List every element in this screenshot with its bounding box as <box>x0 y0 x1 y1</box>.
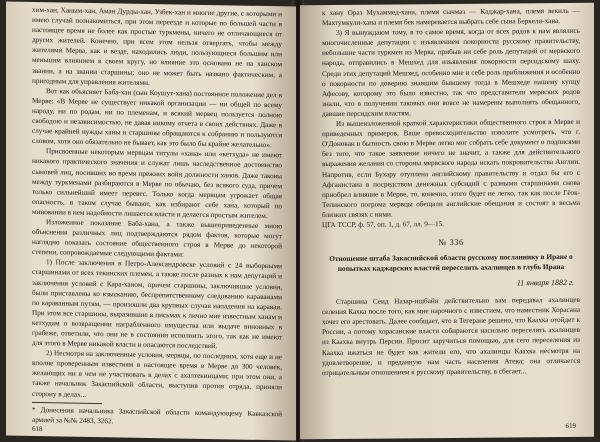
left-paragraph: хим-хан, Ханым-хан, Аман Дурды-хан, Узбек-хан и многие другие, с которыми и имею случай познакомиться, при этом переезде и которые по большей части в настоящее время не более как простые туркмены, ничего не отличающиеся от других жителей. Конечно, при всем этом нельзя отвергать, чтобы между жителями Мерва, как и везде, находились люди, пользующиеся большим или меньшим влиянием в своем кругу, но влияние это основано не на ханском звании, а на звании старшины; оно не может быть названо фактическим, а пригодным для управления жителями. <box>32 5 282 87</box>
right-paragraph: 3) Я вынуждаюм тому, в то самое время, когда от всех родов к нам являлись многочисленные депутации с изъявлением покорности русскому правительству, небольшие части туркмен из Мерва, прибыв ни себе роль депутаций от мервского народа, отправились в Мешхед для изъявления покорности персидскому шаху. Среди этих депутаций Мешхед, особенно мне и себе роль приближения и особенно о покорности по доверию знавшим бывшему тогда в Мешхеде нашему купцу Афесову, которому это было известно, так что представители мервских родов знали, что в получении таковых они вовсе не намерены выполнять обещанного, давшие персидским властям. <box>322 27 580 119</box>
left-paragraph: Вот как объясняет Баба-хан (сын Коушут-хана) постоянное положение дел в Мерве: «В Мерве не существует никакой организации — ни общей по всему народу, ни по родам, ни по племенам, и всякий мервец пользуется полною свободою и независимостью, не давая никому отчета в своих действиях. Даже в случае крайней нужды ханы и старшины обращаются к собранию и пользуются словом, хотя оно обязательно не бывает, как это было бы крайне желательно». <box>32 86 282 150</box>
document-date: 11 января 1882 г. <box>516 277 574 288</box>
right-paragraph: к хану Ораз Мухаммед-хана, племя сычмаз — Каджар-хана, племя векиль — Махтумкули-хана и племя бек намеревается выбрать себе сына Беркели-хана. <box>322 6 580 28</box>
document-heading: Отношение штаба Закаспийской области русскому посланнику в Иране о попытках каджарских властей переселить ахалинцев в глубь Ирана <box>329 251 573 274</box>
footnote: * Донесения начальника Закаспийской области командующему Кавказской армией за №№ 2483, 3262. <box>32 405 282 426</box>
left-paragraph: 2) Несмотря на заключенные условия, мервцы, по последним, хотя еще и не вполне проверенным известиям в настоящее время в Мерве до 300 человек, желающих ни в чем не участвовать в делах с ахалтекинцами; при этом они, а также начальник Закаспийской области, выступив против отряда, приняли сторону в делах... <box>32 349 282 399</box>
left-paragraph: Присвоенные некоторым мервцам титулы «хана» или «кетхуда» не имеют никакого практического значения и служат лишь наследственное достоинство сыновей лиц, носивших во время прежних войн должности ханов. Даже таковы между туркменами разбираются в Мерве по обычаю, без всякого суда, причем только сильнейший имеет перевес. Только когда мервцам угрожает общая опасность, в таком случае бывают, как избирают себе хана, который по миновании в нем надобности лишается власти и делается простым жителем. <box>32 147 282 220</box>
archive-reference: ЦГА ТССР, ф. 57, оп. 1, д. 67, лл. 9—15. <box>322 219 445 230</box>
footnote-rule <box>32 402 102 404</box>
right-paragraph: Из вышеизложенной краткой характеристики общественного строя в Мерве и приведенных примеров, Ваше превосходительство изволите усмотреть, что г. О'Донован в бытность свою в Мерве легко мог собрать себе документ о подписями без того, что такое заявление ничего не значит, а также для действительного выражения желания со стороны мервского народа искать покровительства Англии. Напротив, если Бухару отуплена английскому правительству и отдал бы его с Афганистана в посредством денежных субсидий с разными старшинами снова приобрел влияние в Мерве, то, конечно, этого будет не легко, так как после Гёок-Тепинского погрома мервцы обещали английские обещания и состоят в весьма близких связях с ними. <box>322 117 580 219</box>
left-page-number: 618 <box>32 424 43 433</box>
left-paragraph: 1) После заключения в Петро-Александровске условий с 24 выборными старшинами от всех текинских племен, а также после разных к нам депутаций и заключения условий с Кара-ханом, причем старшины, заключившие условия, были приставлены ко взысканию, беспрепятственному следованию караванами по караванным путям, — произошли два крупных случая нападения на караваи. При этом все старшины, выразившие в письмах к лично мне известным ханам и кетхудам о возвращении награбленного имущества или выдаче виновных в грабеже, ответили, что они не в состоянии исполнить этого, так как не имеют для этого в Мерве никакой власти и опасаются последствий. <box>32 258 282 351</box>
left-page <box>6 1 296 440</box>
left-paragraph: Изложенное показание Баба-хана, а также вышеприведенные мною объяснения различных лиц подтверждаются рядом фактов, которые могут наглядно показать состояние общественного строя в Мерве до некоторой степени, сопровождаемые следующими фактами: <box>32 218 282 259</box>
right-page <box>300 3 594 440</box>
right-paragraph: Старшина Сеид Назар-ишбайн действительно вам передавал ахалинцев селения Кахка после того, как мне нарочного с известием, что наместник Хорасана хочет его арестовать. Далее сообщает, что в Тегеране решено, что Каахка отойдет к России, а потому хорасанские власти собираются насильно переселить ахалинцев из Каахка внутрь Персии. Просит заручиться помощью, для сего переселения из Каахка ижаться не будет как жители его, что ахалинцы Каахка несмотря на удовлетворение, и преданную нам часть населения Атека; она отличается отрицательным отношением к русскому правительству, в сбегает... <box>322 295 580 377</box>
document-number: № 336 <box>438 236 464 248</box>
right-page-number: 619 <box>565 421 576 430</box>
